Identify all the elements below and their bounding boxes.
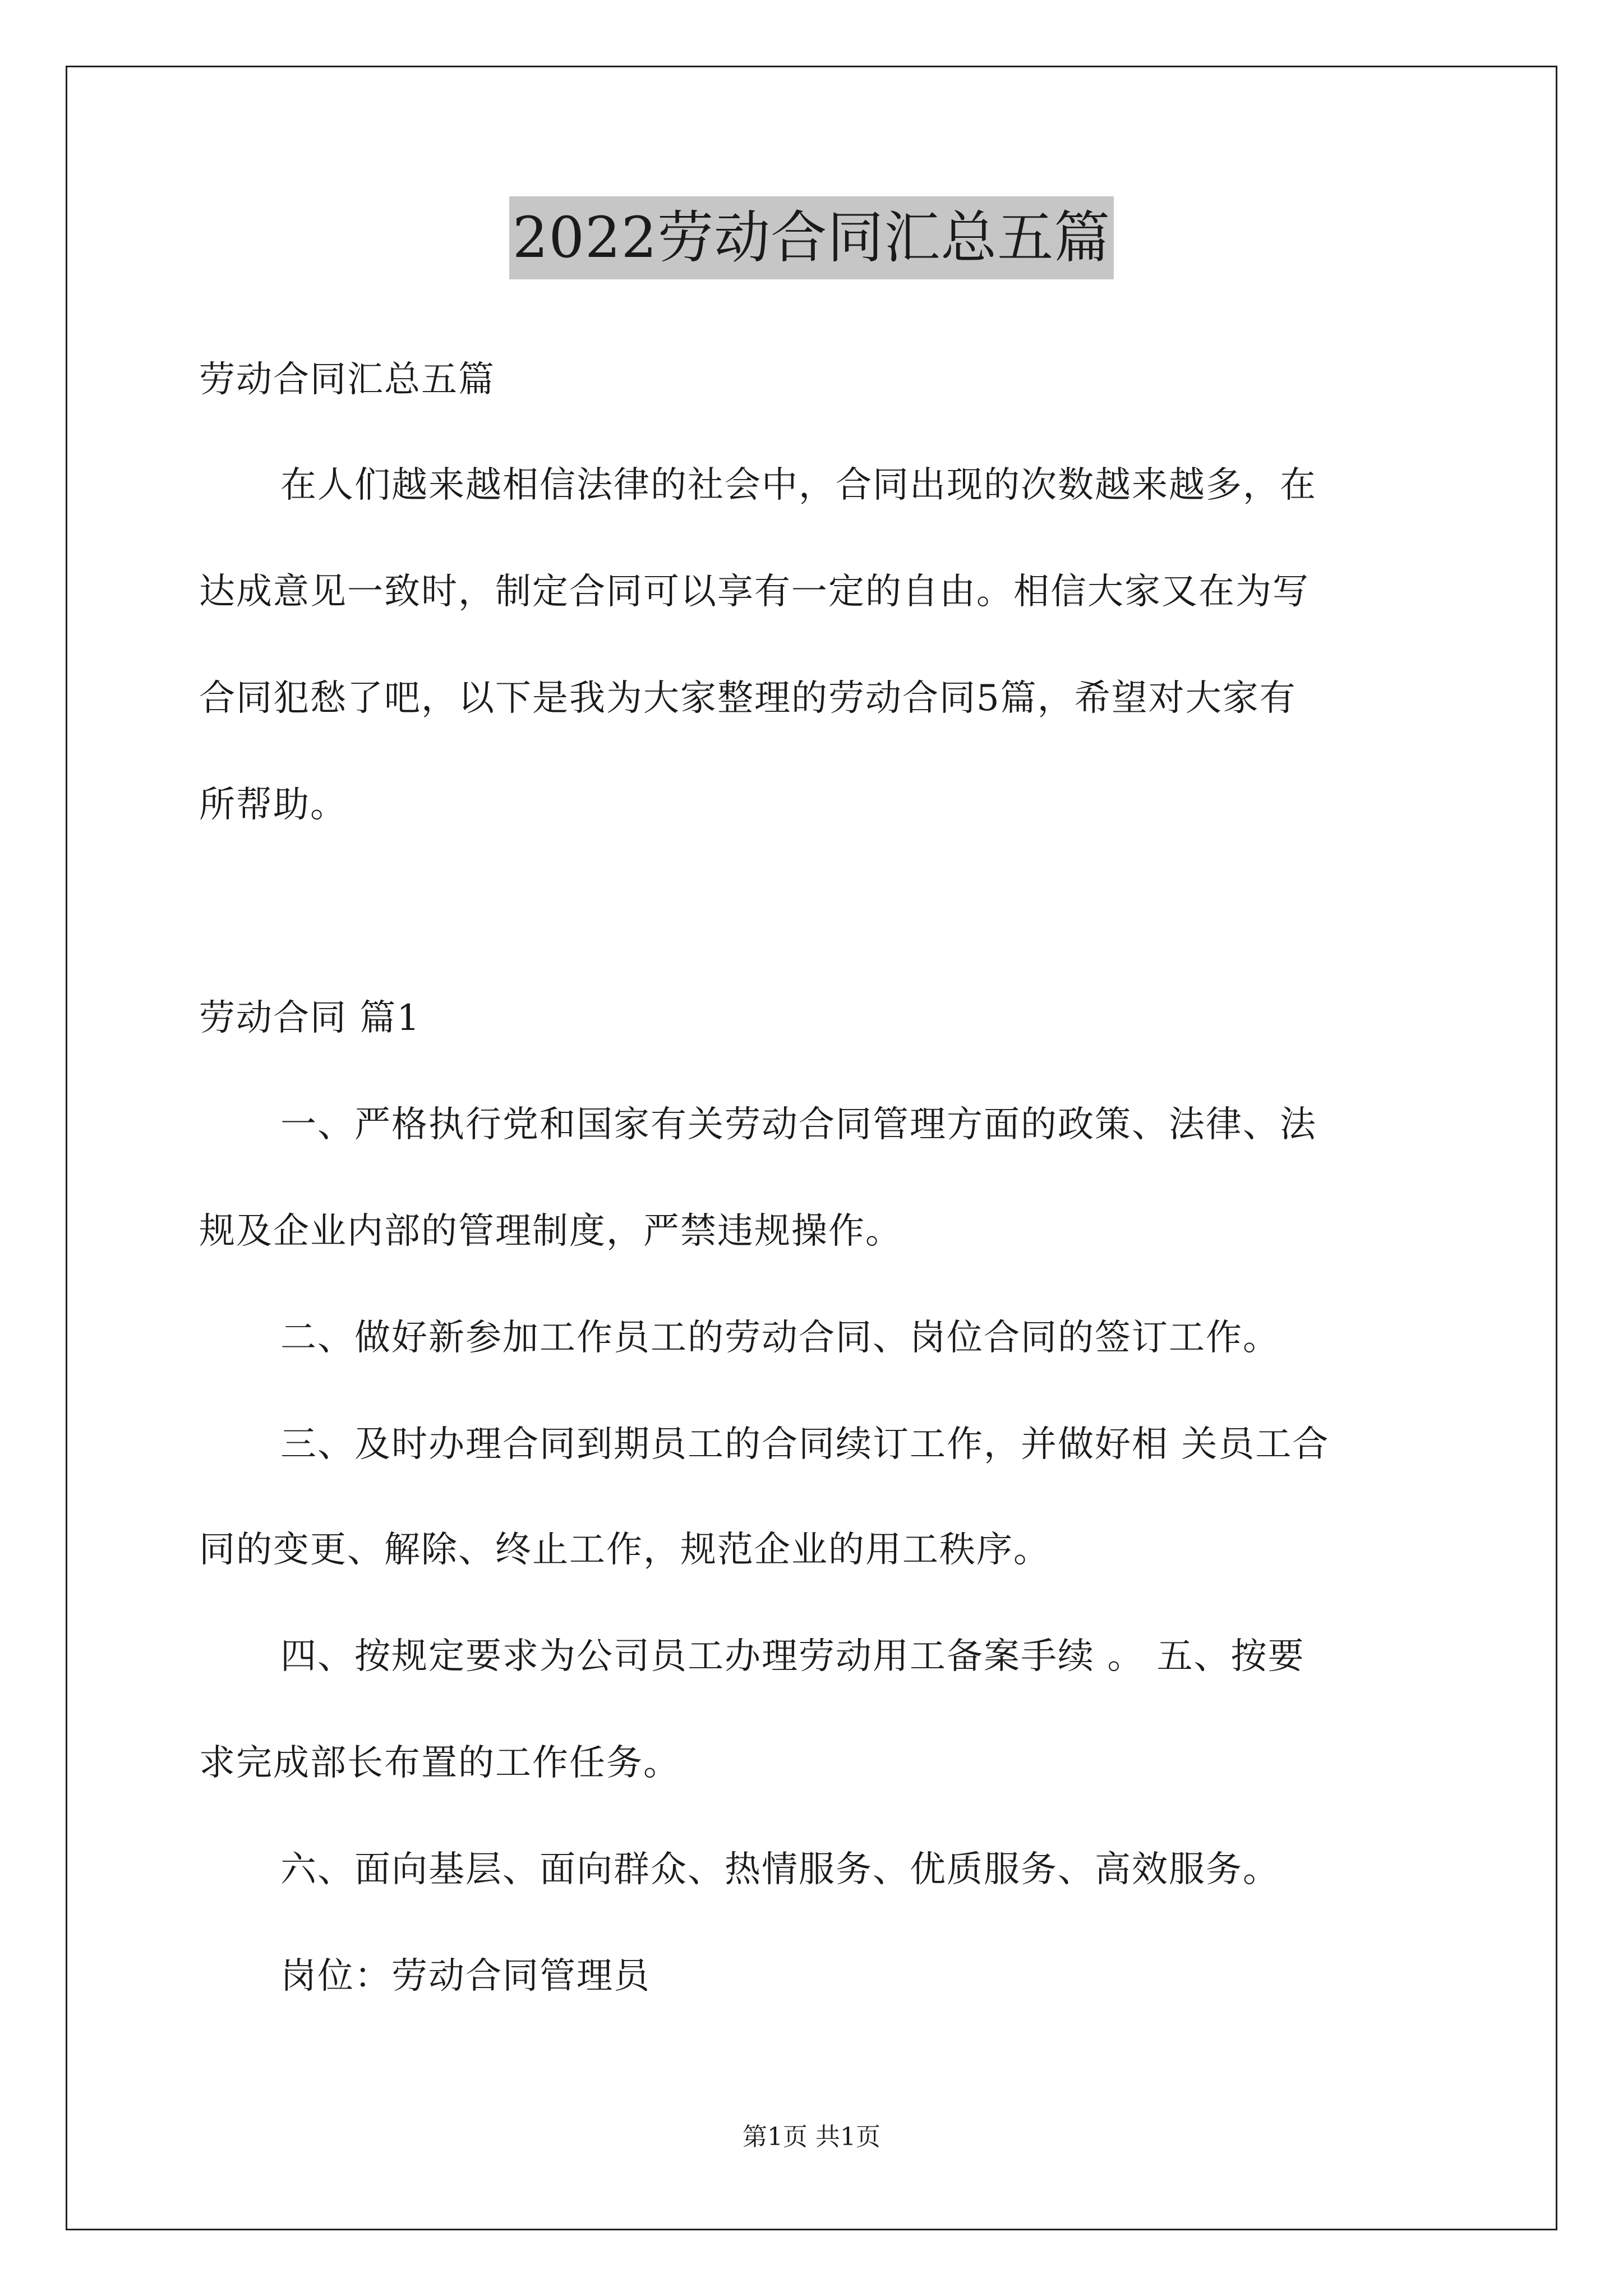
document-subtitle: 劳动合同汇总五篇 [199,359,495,401]
section-line: 求完成部长布置的工作任务。 [199,1742,680,1784]
intro-line: 达成意见一致时，制定合同可以享有一定的自由。相信大家又在为写 [199,571,1310,613]
section-line: 六、面向基层、面向群众、热情服务、优质服务、高效服务。 [280,1849,1280,1890]
section-line: 规及企业内部的管理制度，严禁违规操作。 [199,1211,902,1252]
title-wrapper [0,196,1623,279]
section-line: 四、按规定要求为公司员工办理劳动用工备案手续 。 五、按要 [280,1636,1305,1677]
section-line: 岗位：劳动合同管理员 [280,1955,651,1997]
section-line: 二、做好新参加工作员工的劳动合同、岗位合同的签订工作。 [280,1317,1280,1359]
intro-line: 所帮助。 [199,784,347,826]
page-footer: 第1页 共1页 [743,2123,880,2151]
intro-line: 合同犯愁了吧，以下是我为大家整理的劳动合同5篇，希望对大家有 [199,678,1297,719]
section-line: 一、严格执行党和国家有关劳动合同管理方面的政策、法律、法 [280,1104,1317,1145]
section-heading: 劳动合同 篇1 [199,997,421,1039]
section-line: 三、及时办理合同到期员工的合同续订工作，并做好相 关员工合 [280,1424,1330,1465]
intro-line: 在人们越来越相信法律的社会中，合同出现的次数越来越多，在 [280,464,1317,506]
section-line: 同的变更、解除、终止工作，规范企业的用工秩序。 [199,1529,1050,1571]
document-title: 2022劳动合同汇总五篇 [509,196,1114,279]
